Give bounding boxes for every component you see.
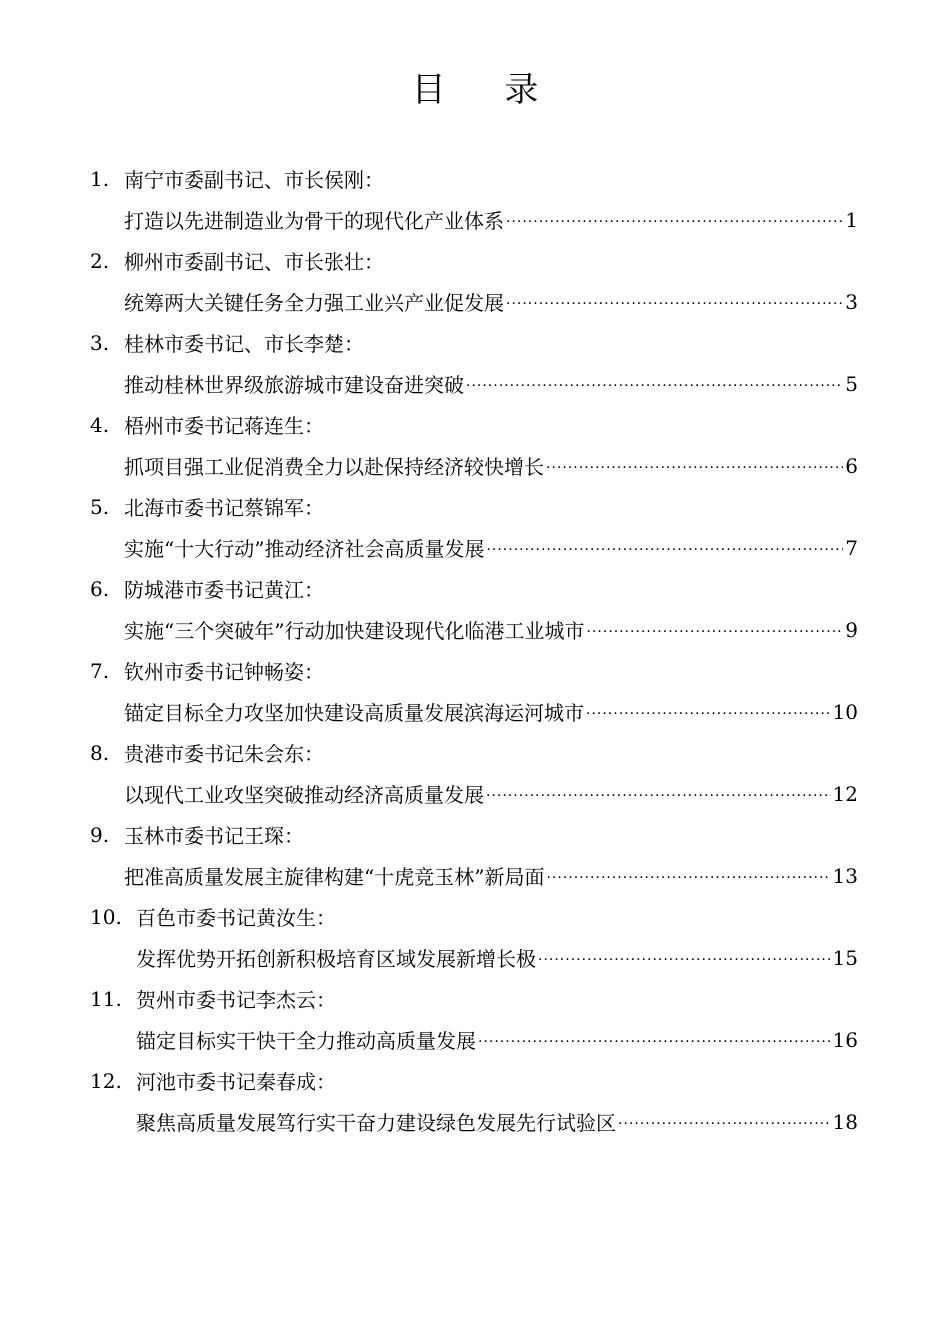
entry-author: 桂林市委书记、市长李楚： bbox=[124, 332, 364, 356]
entry-title: 锚定目标实干快干全力推动高质量发展 bbox=[136, 1029, 476, 1053]
entry-page-number: 7 bbox=[845, 535, 858, 560]
toc-entry bbox=[90, 814, 858, 896]
entry-title: 抓项目强工业促消费全力以赴保持经济较快增长 bbox=[124, 455, 544, 479]
entry-title-line[interactable] bbox=[90, 773, 858, 814]
entry-author-line bbox=[90, 404, 858, 445]
entry-author: 防城港市委书记黄江： bbox=[124, 578, 324, 602]
toc-entry bbox=[90, 1060, 858, 1142]
entry-number: 12. bbox=[90, 1068, 122, 1093]
entry-author-line bbox=[90, 486, 858, 527]
toc-entry bbox=[90, 486, 858, 568]
entry-page-number: 9 bbox=[845, 617, 858, 642]
toc-entry bbox=[90, 404, 858, 486]
dot-leader bbox=[538, 952, 831, 968]
dot-leader bbox=[466, 378, 843, 394]
entry-number: 10. bbox=[90, 904, 122, 929]
entry-author: 北海市委书记蔡锦军： bbox=[124, 496, 324, 520]
entry-title-line[interactable] bbox=[90, 609, 858, 650]
entry-author-line bbox=[90, 814, 858, 855]
toc-entry bbox=[90, 240, 858, 322]
dot-leader bbox=[546, 460, 843, 476]
entry-author: 河池市委书记秦春成： bbox=[136, 1070, 336, 1094]
dot-leader bbox=[546, 870, 830, 886]
entry-author-line bbox=[90, 978, 858, 1019]
entry-page-number: 1 bbox=[845, 207, 858, 232]
entry-title: 推动桂林世界级旅游城市建设奋进突破 bbox=[124, 373, 464, 397]
entry-page-number: 13 bbox=[832, 863, 858, 888]
dot-leader bbox=[486, 542, 843, 558]
entry-title: 打造以先进制造业为骨干的现代化产业体系 bbox=[124, 209, 504, 233]
entry-title: 实施“十大行动”推动经济社会高质量发展 bbox=[124, 537, 485, 561]
toc-entry bbox=[90, 322, 858, 404]
entry-title-line[interactable] bbox=[90, 1101, 858, 1142]
entry-title: 以现代工业攻坚突破推动经济高质量发展 bbox=[124, 783, 484, 807]
toc-entry bbox=[90, 568, 858, 650]
entry-title: 发挥优势开拓创新积极培育区域发展新增长极 bbox=[136, 947, 536, 971]
entry-author-line bbox=[90, 322, 858, 363]
entry-author: 玉林市委书记王琛： bbox=[124, 824, 304, 848]
entry-number: 11. bbox=[90, 986, 122, 1011]
entry-title: 把准高质量发展主旋律构建“十虎竞玉林”新局面 bbox=[124, 865, 545, 889]
entry-title-line[interactable] bbox=[90, 363, 858, 404]
entry-author: 贵港市委书记朱会东： bbox=[124, 742, 324, 766]
entry-page-number: 10 bbox=[832, 699, 858, 724]
entry-author-line bbox=[90, 650, 858, 691]
entry-author: 百色市委书记黄汝生： bbox=[136, 906, 336, 930]
entry-number: 5. bbox=[90, 494, 110, 519]
entry-number: 1. bbox=[90, 166, 110, 191]
entry-title-line[interactable] bbox=[90, 1019, 858, 1060]
entry-number: 3. bbox=[90, 330, 110, 355]
toc-entry bbox=[90, 732, 858, 814]
entry-author-line bbox=[90, 896, 858, 937]
entry-author: 钦州市委书记钟畅姿： bbox=[124, 660, 324, 684]
entry-title-line[interactable] bbox=[90, 527, 858, 568]
entry-author: 南宁市委副书记、市长侯刚： bbox=[124, 168, 384, 192]
entry-author-line bbox=[90, 240, 858, 281]
entry-author-line bbox=[90, 1060, 858, 1101]
entry-page-number: 16 bbox=[832, 1027, 858, 1052]
dot-leader bbox=[618, 1116, 831, 1132]
dot-leader bbox=[486, 788, 831, 804]
entry-title-line[interactable] bbox=[90, 199, 858, 240]
entry-title-line[interactable] bbox=[90, 855, 858, 896]
entry-page-number: 15 bbox=[832, 945, 858, 970]
entry-title-line[interactable] bbox=[90, 281, 858, 322]
entry-number: 6. bbox=[90, 576, 110, 601]
entry-title: 聚焦高质量发展笃行实干奋力建设绿色发展先行试验区 bbox=[136, 1111, 616, 1135]
dot-leader bbox=[478, 1034, 831, 1050]
entry-page-number: 18 bbox=[832, 1109, 858, 1134]
toc-entry bbox=[90, 650, 858, 732]
dot-leader bbox=[506, 214, 843, 230]
toc-entry bbox=[90, 158, 858, 240]
entry-title-line[interactable] bbox=[90, 691, 858, 732]
entry-author: 柳州市委副书记、市长张壮： bbox=[124, 250, 384, 274]
entry-author: 梧州市委书记蒋连生： bbox=[124, 414, 324, 438]
dot-leader bbox=[586, 706, 831, 722]
entry-title-line[interactable] bbox=[90, 937, 858, 978]
entry-title: 实施“三个突破年”行动加快建设现代化临港工业城市 bbox=[124, 619, 585, 643]
entry-author-line bbox=[90, 568, 858, 609]
entry-author-line bbox=[90, 158, 858, 199]
entry-author-line bbox=[90, 732, 858, 773]
entry-page-number: 12 bbox=[832, 781, 858, 806]
entry-number: 8. bbox=[90, 740, 110, 765]
toc-entry bbox=[90, 896, 858, 978]
entry-page-number: 3 bbox=[845, 289, 858, 314]
entry-number: 2. bbox=[90, 248, 110, 273]
dot-leader bbox=[506, 296, 843, 312]
entry-page-number: 5 bbox=[845, 371, 858, 396]
entry-number: 9. bbox=[90, 822, 110, 847]
entry-title: 锚定目标全力攻坚加快建设高质量发展滨海运河城市 bbox=[124, 701, 584, 725]
dot-leader bbox=[586, 624, 843, 640]
entry-title-line[interactable] bbox=[90, 445, 858, 486]
entry-title: 统筹两大关键任务全力强工业兴产业促发展 bbox=[124, 291, 504, 315]
toc-entry bbox=[90, 978, 858, 1060]
entry-number: 7. bbox=[90, 658, 110, 683]
entry-page-number: 6 bbox=[845, 453, 858, 478]
entry-author: 贺州市委书记李杰云： bbox=[136, 988, 336, 1012]
toc-title: 目 录 bbox=[411, 70, 563, 110]
entry-number: 4. bbox=[90, 412, 110, 437]
toc-list bbox=[90, 158, 858, 1142]
